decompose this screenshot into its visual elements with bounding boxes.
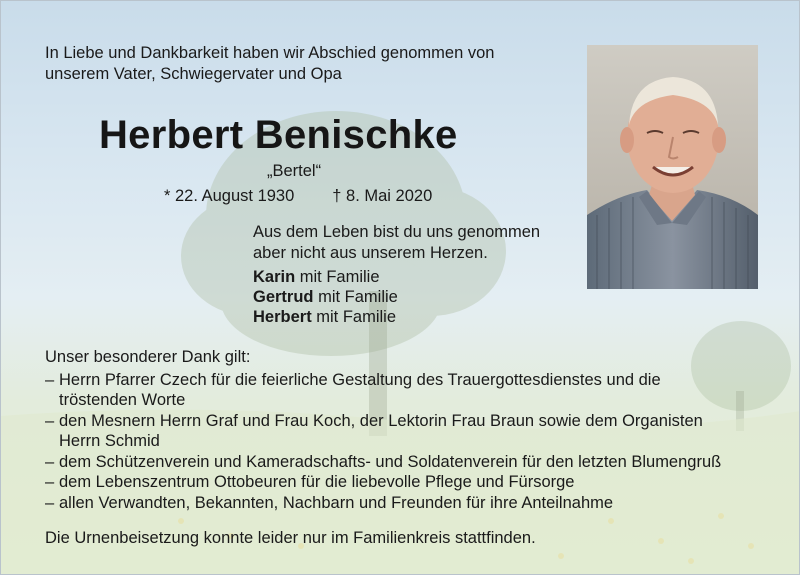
intro-line: In Liebe und Dankbarkeit haben wir Abschied genommen von <box>45 44 495 62</box>
thanks-item: – dem Schützenverein und Kameradschafts- und Soldatenverein für den letzten Blumengruß <box>45 452 721 473</box>
intro-text <box>45 43 494 85</box>
life-dates <box>164 187 432 206</box>
quote-line: aber nicht aus unserem Herzen. <box>253 244 488 262</box>
family-member-suffix: mit Familie <box>311 308 397 326</box>
family-member-name: Karin <box>253 268 296 286</box>
thanks-item: – den Mesnern Herrn Graf und Frau Koch, der Lektorin Frau Braun sowie dem Organisten <box>45 411 721 432</box>
nickname: „Bertel“ <box>267 162 322 180</box>
portrait-photo <box>587 45 758 289</box>
family-member <box>253 287 398 307</box>
thanks-item: – dem Lebenszentrum Ottobeuren für die liebevolle Pflege und Fürsorge <box>45 472 721 493</box>
thanks-title: Unser besonderer Dank gilt: <box>45 348 251 366</box>
birth-date: * 22. August 1930 <box>164 187 295 205</box>
thanks-item: – Herrn Pfarrer Czech für die feierliche Gestaltung des Trauergottesdienstes und die <box>45 370 721 391</box>
thanks-item-continuation: Herrn Schmid <box>59 432 160 450</box>
quote-line: Aus dem Leben bist du uns genommen <box>253 223 541 241</box>
death-date: † 8. Mai 2020 <box>332 187 433 205</box>
family-member-name: Herbert <box>253 308 312 326</box>
thanks-item-continuation: tröstenden Worte <box>59 391 186 409</box>
family-member-suffix: mit Familie <box>295 268 380 286</box>
thanks-section <box>45 347 721 513</box>
thanks-list <box>45 370 721 514</box>
family-member-name: Gertrud <box>253 288 314 306</box>
thanks-item: – allen Verwandten, Bekannten, Nachbarn und Freunden für ihre Anteilnahme <box>45 493 721 514</box>
family-list <box>253 267 398 327</box>
family-member <box>253 267 398 287</box>
closing-note: Die Urnenbeisetzung konnte leider nur im Familienkreis stattfinden. <box>45 529 536 547</box>
memorial-quote <box>253 222 540 264</box>
deceased-name: Herbert Benischke <box>99 113 458 157</box>
family-member-suffix: mit Familie <box>313 288 398 306</box>
family-member <box>253 307 398 327</box>
intro-line: unserem Vater, Schwiegervater und Opa <box>45 65 342 83</box>
